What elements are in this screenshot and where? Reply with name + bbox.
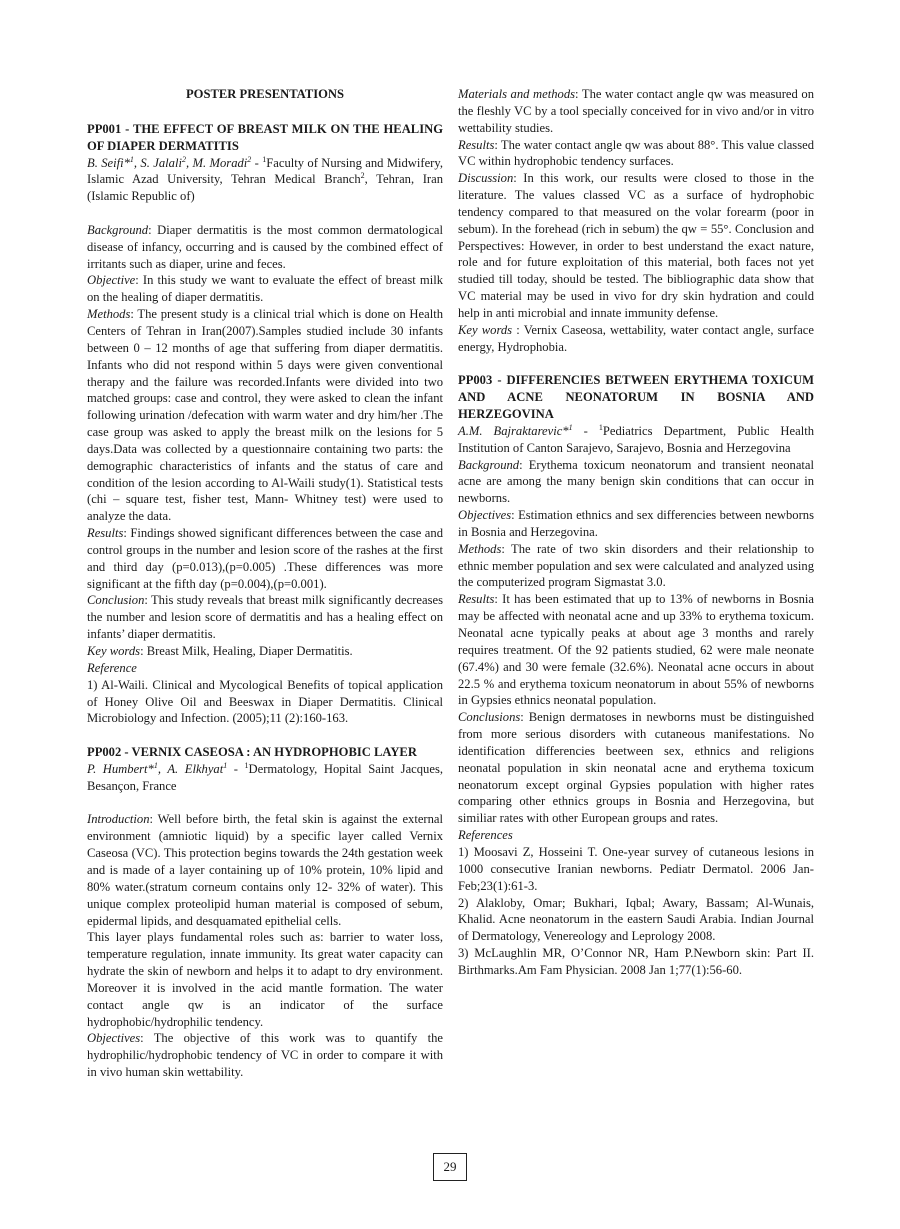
abstract-title: PP002 - VERNIX CASEOSA : AN HYDROPHOBIC LAYER — [87, 745, 417, 760]
introduction-paragraph: Introduction: Well before birth, the fetal skin is against the external environment (amniotic liquid) by a specific layer called Vernix Caseosa (VC). This protection begins towards the 24th gestation week and is made of a layer containing up of 10% protein, 10% lipid and 80% water.(stratum corneum contains only 12- 32% of water). This unique complex proteolipid human material is composed of sebum, epidermal lipids, and desquamated epithelial cells. — [87, 812, 443, 928]
objectives-paragraph: Objectives: Estimation ethnics and sex differencies between newborns in Bosnia and Herzegovina. — [458, 508, 814, 539]
author-name: , M. Moradi — [185, 155, 248, 170]
abstract-title: PP003 - DIFFERENCIES BETWEEN ERYTHEMA TOXICUM AND ACNE NEONATORUM IN BOSNIA AND HERZEGOVINA — [458, 373, 814, 422]
reference-item: 1) Al-Waili. Clinical and Mycological Benefits of topical application of Honey Olive Oil and Beeswax in Diaper Dermatitis. Clinical Microbiology and Infection. (2005);11 (2):160-163. — [87, 677, 443, 726]
affiliation: Pediatrics Department, Public Health Institution of Canton Sarajevo, Sarajevo, Bosnia and Herzegovina — [458, 423, 814, 455]
left-column — [87, 86, 443, 1081]
conclusion-paragraph: Conclusion: This study reveals that breast milk significantly decreases the number and lesion score of dermatitis and has a healing effect on infants’ diaper dermatitis. — [87, 593, 443, 642]
author-name: , S. Jalali — [133, 155, 182, 170]
section-title: POSTER PRESENTATIONS — [185, 87, 345, 101]
methods-paragraph: Methods: The present study is a clinical trial which is done on Health Centers of Tehran in Iran(2007).Samples studied include 30 infants between 0 – 12 months of age that suffering from diaper dermatitis. Infants who did not respond within 5 days were given conventional therapy and the failure was recorded.Infants were divided into two matched groups: case and control, they were asked to clean the infant following urination /defecation with warm water and dry him/her .The case group was asked to apply the breast milk on the lesions for 5 days.Data was collected by a questionnaire containing two parts: the demographic characteristics of infants and the status of care and condition of the lesion according to Al-Waili study(1). Statistical tests (chi – square test, fisher test, Mann- Whitney test) were used to analyze the data. — [87, 307, 443, 524]
abstract-pp002-continued — [458, 86, 814, 356]
keywords-paragraph: Key words : Vernix Caseosa, wettability, water contact angle, surface energy, Hydrophobia. — [458, 322, 814, 354]
discussion-paragraph: Discussion: In this work, our results were closed to those in the literature. The values classed VC as a surface of hydrophobic tendency compared to that measured on the volar forearm (poor in sebum). In the forehead (rich in sebum) the qw = 55°. Conclusion and Perspectives: However, in order to best understand the exact nature, role and for future exploitation of this material, both faces not yet studied till today, should be tested. The bibliographic data show that VC material may be used in vivo for dry skin hydration and could help in anti microbial and innate immunity defense. — [458, 171, 814, 320]
affiliation: , Tehran, Iran (Islamic Republic of) — [87, 172, 443, 204]
abstract-title: PP001 - THE EFFECT OF BREAST MILK ON THE HEALING OF DIAPER DERMATITIS — [87, 121, 443, 153]
background-paragraph: Background: Erythema toxicum neonatorum and transient neonatal acne are among the many benign skin conditions that can occur in newborns. — [458, 457, 814, 506]
introduction-paragraph-2: This layer plays fundamental roles such as: barrier to water loss, temperature regulation, innate immunity. Its great water capacity can hydrate the skin of newborn and helps it to adapt to dry environment. Moreover it is involved in the acid mantle formation. The water contact angle qw is an indicator of the surface hydrophobic/hydrophilic tendency. — [87, 930, 443, 1029]
reference-heading: Reference — [87, 660, 137, 675]
author-name: P. Humbert* — [87, 761, 154, 776]
results-paragraph: Results: It has been estimated that up to 13% of newborns in Bosnia may be affected with neonatal acne and up 33% to erythema toxicum. Neonatal acne typically peaks at about age 3 months and rarely requires treatment. Of the 92 patients studied, 62 were male neonate (67.4%) and 30 were female (32.6%). Neonatal acne occurs in about 22.5 % and erythema toxicum neonatorum in about 55% of newborns in Gypsies ethnics neonatal population. — [458, 592, 814, 708]
keywords-paragraph: Key words: Breast Milk, Healing, Diaper Dermatitis. — [87, 644, 353, 658]
author-line: P. Humbert*$^1$, A. Elkhyat$^1$ - $^1$Dermatology, Hopital Saint Jacques, Besançon, France — [87, 760, 443, 793]
materials-paragraph: Materials and methods: The water contact angle qw was measured on the fleshly VC by a tool specially conceived for in vivo and/or in vitro wettability studies. — [458, 87, 814, 135]
affiliation: Faculty of Nursing and Midwifery, Islamic Azad University, Tehran Medical Branch — [87, 155, 444, 187]
methods-paragraph: Methods: The rate of two skin disorders and their relationship to ethnic member population and sex were calculated and analyzed using the computerized program Sigmastat 3.0. — [458, 541, 814, 590]
background-paragraph: Background: Diaper dermatitis is the most common dermatological disease of infancy, occurring and is caused by the combined effect of irritants such as diaper, urine and feces. — [87, 222, 443, 271]
affiliation: Dermatology, Hopital Saint Jacques, Besançon, France — [87, 761, 443, 793]
reference-item: 1) Moosavi Z, Hosseini T. One-year survey of cutaneous lesions in 1000 consecutive Iranian newborns. Pediatr Dermatol. 2006 Jan-Feb;23(1):61-3. — [458, 844, 814, 893]
reference-item: 2) Alakloby, Omar; Bukhari, Iqbal; Awary, Bassam; Al-Wunais, Khalid. Acne neonatorum in the eastern Saudi Arabia. Indian Journal of Dermatology, Venereology and Leprology 2008. — [458, 895, 814, 944]
author-name: B. Seifi* — [87, 155, 130, 170]
results-paragraph: Results: The water contact angle qw was about 88°. This value classed VC within hydrophobic tendency surfaces. — [458, 137, 814, 169]
conclusions-paragraph: Conclusions: Benign dermatoses in newborns must be distinguished from more serious disorders with cutaneous manifestations. No identification differencies beetween sex, ethnics and religions neonatal population in skin neonatal acne and erythema toxicum neonatorum except orginal Gypsies population with higher rates comparing other ethnics groups in Bosnia and Herzegovina, but similiar rates with other European groups and rates. — [458, 710, 814, 826]
references-heading: References — [458, 828, 513, 843]
author-name: A.M. Bajraktarevic* — [458, 423, 569, 438]
objectives-paragraph: Objectives: The objective of this work was to quantify the hydrophilic/hydrophobic tendency of VC in order to compare it with in vivo human skin wettability. — [87, 1031, 443, 1080]
right-column — [458, 86, 814, 979]
author-name: , A. Elkhyat — [157, 761, 224, 776]
results-paragraph: Results: Findings showed significant differences between the case and control groups in the number and lesion score of the rashes at the first and third day (p=0.013),(p=0.005) .These differences was more significant at the fifth day (p=0.004),(p=0.001). — [87, 526, 443, 591]
objective-paragraph: Objective: In this study we want to evaluate the effect of breast milk on the healing of diaper dermatitis. — [87, 273, 443, 305]
abstract-pp002 — [87, 744, 443, 1081]
reference-item: 3) McLaughlin MR, O’Connor NR, Ham P.Newborn skin: Part II. Birthmarks.Am Fam Physician. 2008 Jan 1;77(1):56-60. — [458, 946, 814, 977]
author-line: A.M. Bajraktarevic*$^1$ - $^1$Pediatrics Department, Public Health Institution of Canton Sarajevo, Sarajevo, Bosnia and Herzegovina — [458, 422, 814, 455]
page-number: 29 — [433, 1153, 467, 1181]
author-line: B. Seifi*$^1$, S. Jalali$^2$, M. Moradi$^2$ - $^1$Faculty of Nursing and Midwifery, Islamic Azad University, Tehran Medical Branch$^2$, Tehran, Iran (Islamic Republic of) — [87, 154, 444, 204]
abstract-pp001 — [87, 121, 443, 727]
abstract-pp003 — [458, 372, 814, 978]
